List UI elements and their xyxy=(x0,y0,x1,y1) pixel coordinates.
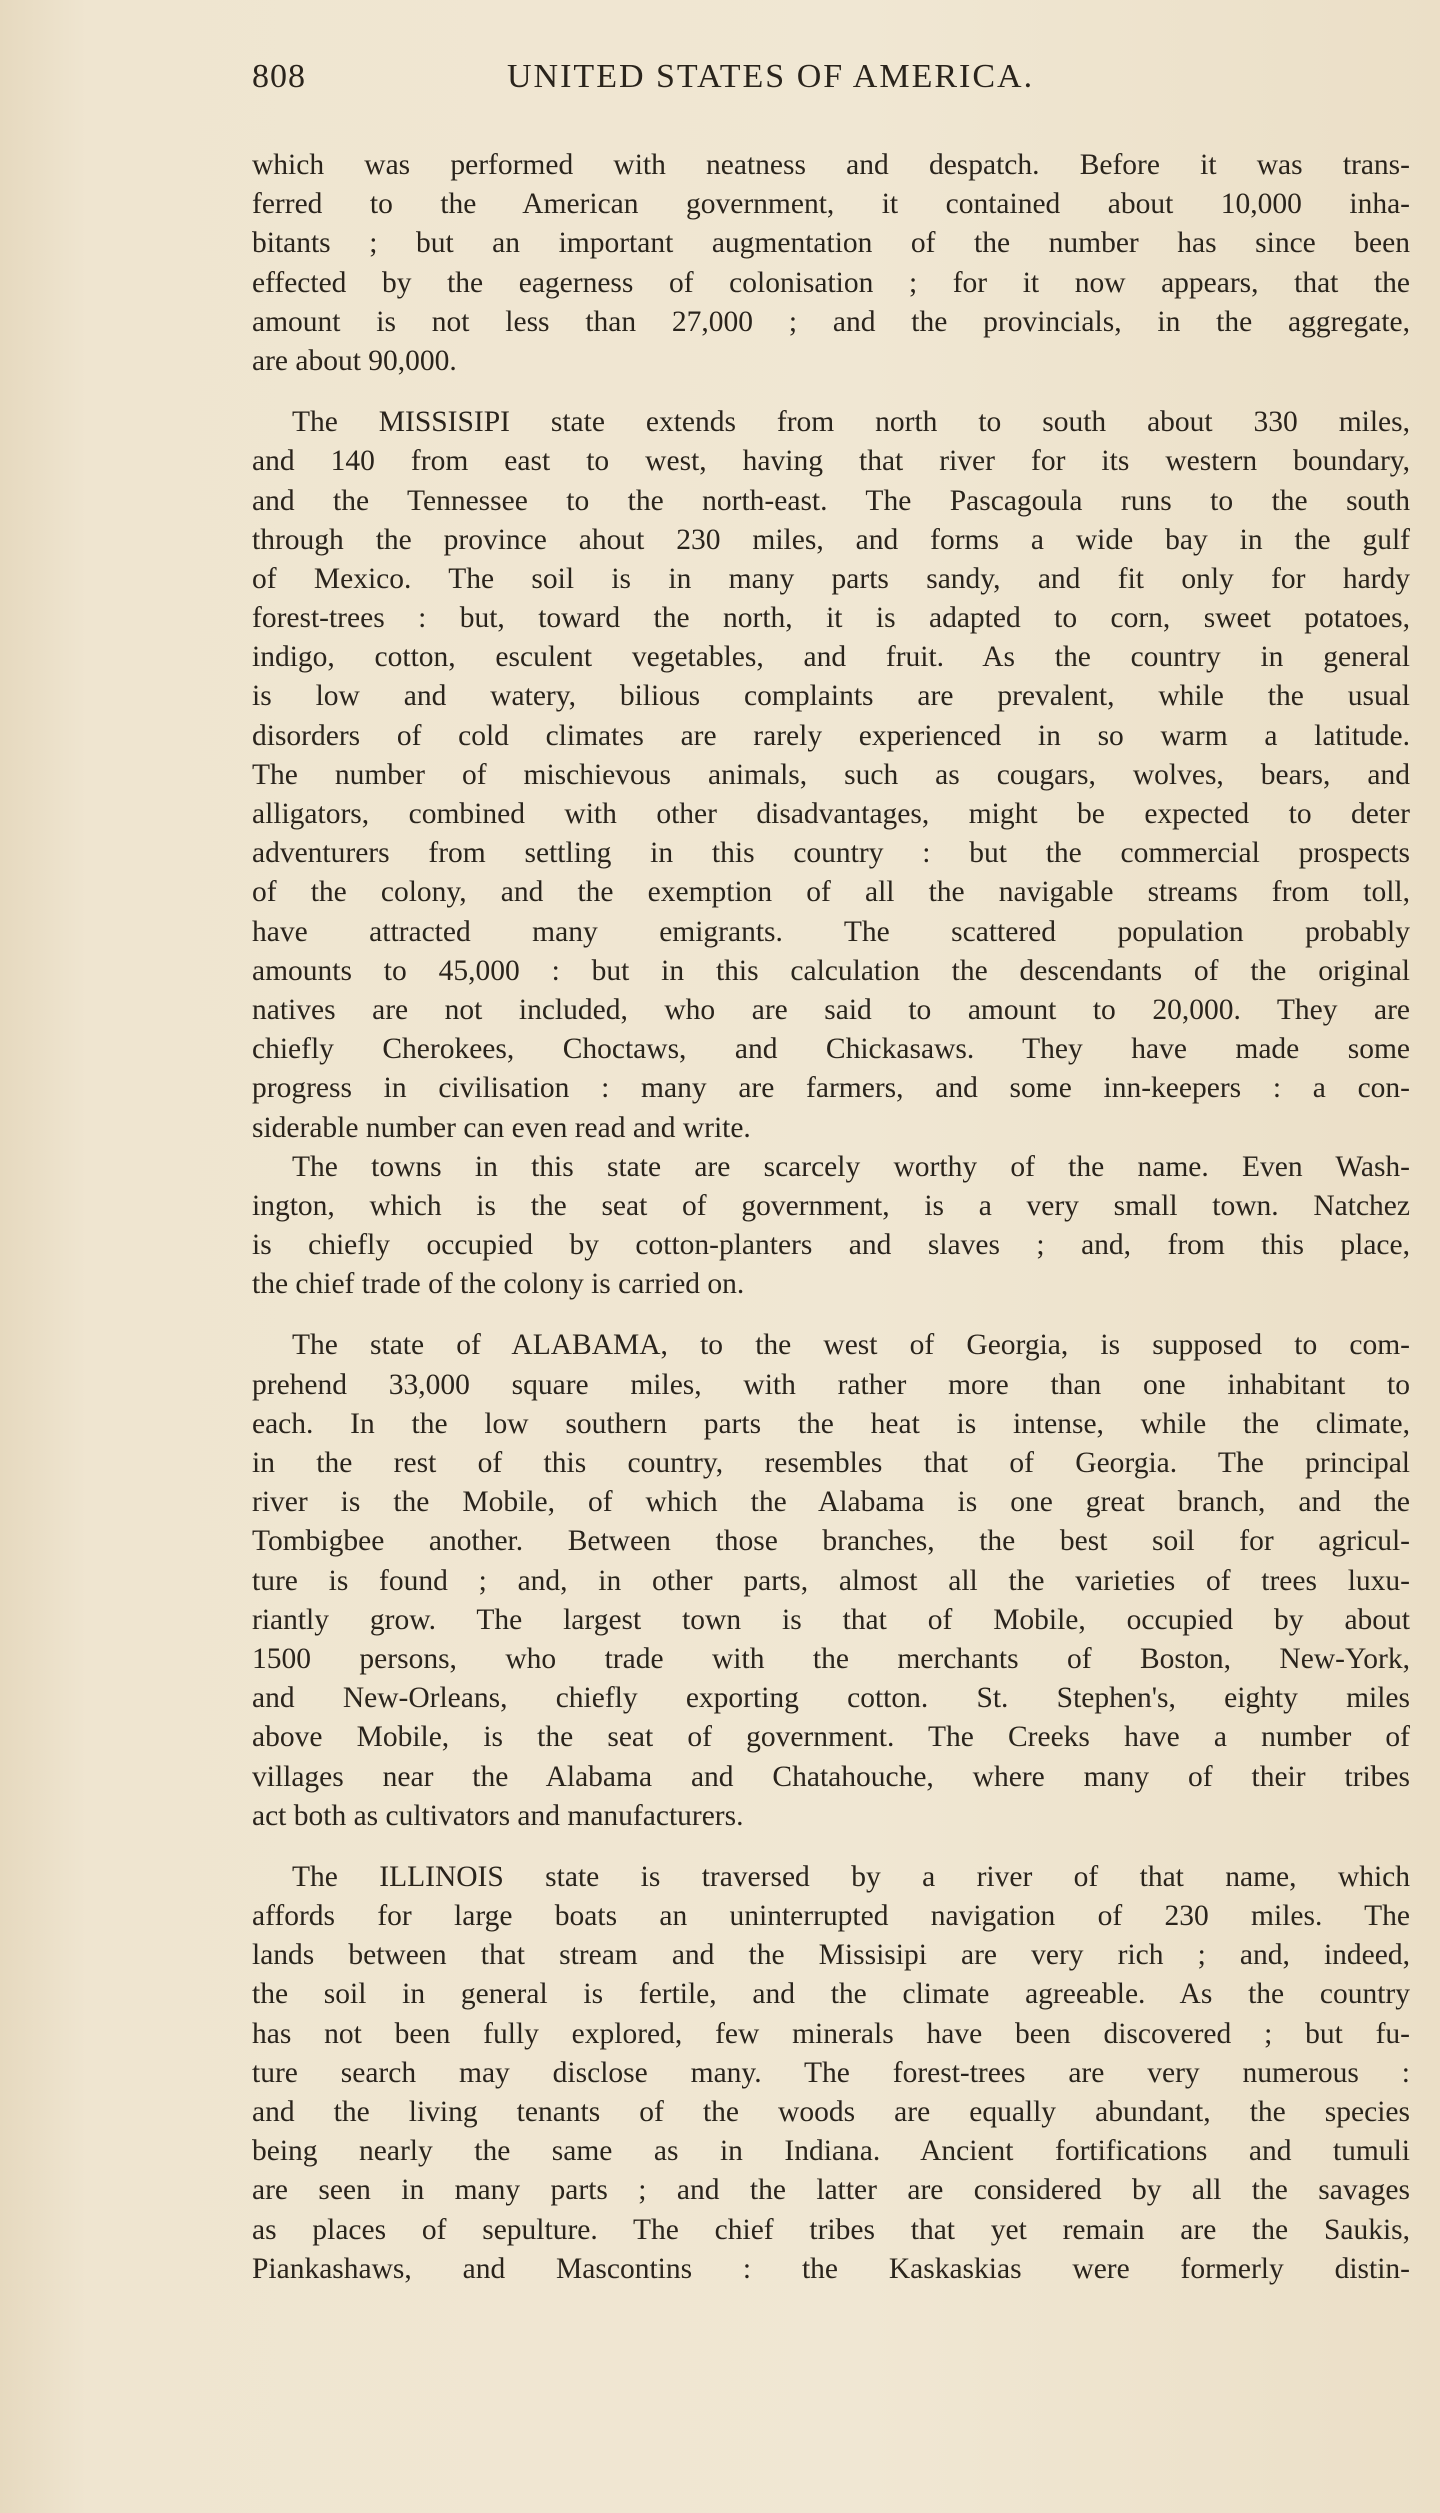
text-line: above Mobile, is the seat of government. The Creeks have a number of xyxy=(252,1721,1410,1754)
paragraph-gap xyxy=(252,381,1410,403)
text-line: of the colony, and the exemption of all the navigable streams from toll, xyxy=(252,876,1410,909)
text-line: Tombigbee another. Between those branches, the best soil for agricul- xyxy=(252,1525,1410,1558)
text-line: The MISSISIPI state extends from north to south about 330 miles, xyxy=(292,406,1410,439)
text-line: disorders of cold climates are rarely experienced in so warm a latitude. xyxy=(252,719,1410,752)
text-line: has not been fully explored, few minerals have been discovered ; but fu- xyxy=(252,2017,1410,2050)
text-line: have attracted many emigrants. The scattered population probably xyxy=(252,915,1410,948)
text-line: Piankashaws, and Mascontins : the Kaskaskias were formerly distin- xyxy=(252,2252,1410,2285)
text-line: which was performed with neatness and despatch. Before it was trans- xyxy=(252,149,1410,181)
text-line: siderable number can even read and write. xyxy=(252,1111,751,1144)
paragraph-missisipi xyxy=(252,403,1410,1148)
text-line: each. In the low southern parts the heat is intense, while the climate, xyxy=(252,1407,1410,1440)
paragraph-louisiana-population xyxy=(252,146,1410,381)
text-line: is low and watery, bilious complaints are prevalent, while the usual xyxy=(252,680,1410,713)
text-line: the chief trade of the colony is carried on. xyxy=(252,1268,745,1301)
text-line: being nearly the same as in Indiana. Ancient fortifications and tumuli xyxy=(252,2135,1410,2168)
text-line: indigo, cotton, esculent vegetables, and fruit. As the country in general xyxy=(252,641,1410,674)
text-line: chiefly Cherokees, Choctaws, and Chickasaws. They have made some xyxy=(252,1033,1410,1066)
text-line: lands between that stream and the Missisipi are very rich ; and, indeed, xyxy=(252,1939,1410,1972)
text-line: adventurers from settling in this country : but the commercial prospects xyxy=(252,837,1410,870)
text-line: The ILLINOIS state is traversed by a river of that name, which xyxy=(292,1860,1410,1893)
text-line: effected by the eagerness of colonisation ; for it now appears, that the xyxy=(252,266,1410,299)
text-line: villages near the Alabama and Chatahouche, where many of their tribes xyxy=(252,1760,1410,1793)
text-line: and the Tennessee to the north-east. The Pascagoula runs to the south xyxy=(252,484,1410,517)
text-line: bitants ; but an important augmentation of the number has since been xyxy=(252,227,1410,260)
text-line: forest-trees : but, toward the north, it is adapted to corn, sweet potatoes, xyxy=(252,602,1410,635)
text-line: 1500 persons, who trade with the merchants of Boston, New-York, xyxy=(252,1642,1410,1675)
text-line: in the rest of this country, resembles that of Georgia. The principal xyxy=(252,1447,1410,1479)
text-line: and New-Orleans, chiefly exporting cotton. St. Stephen's, eighty miles xyxy=(252,1682,1410,1715)
text-line: as places of sepulture. The chief tribes that yet remain are the Saukis, xyxy=(252,2213,1410,2246)
text-line: ture search may disclose many. The forest-trees are very numerous : xyxy=(252,2056,1410,2089)
text-line: river is the Mobile, of which the Alabama is one great branch, and the xyxy=(252,1486,1410,1519)
text-line: amount is not less than 27,000 ; and the provincials, in the aggregate, xyxy=(252,305,1410,338)
text-line: The state of ALABAMA, to the west of Georgia, is supposed to com- xyxy=(292,1329,1410,1362)
body-text xyxy=(252,146,1410,2289)
text-line: are about 90,000. xyxy=(252,344,457,377)
text-line: and the living tenants of the woods are equally abundant, the species xyxy=(252,2096,1410,2128)
text-line: The towns in this state are scarcely worthy of the name. Even Wash- xyxy=(292,1150,1410,1183)
paragraph-gap xyxy=(252,1304,1410,1326)
text-line: ferred to the American government, it contained about 10,000 inha- xyxy=(252,188,1410,221)
text-line: ture is found ; and, in other parts, almost all the varieties of trees luxu- xyxy=(252,1564,1410,1597)
page-number: 808 xyxy=(252,58,306,95)
text-line: amounts to 45,000 : but in this calculation the descendants of the original xyxy=(252,954,1410,987)
paragraph-alabama xyxy=(252,1326,1410,1835)
running-head: UNITED STATES OF AMERICA. xyxy=(507,58,1035,95)
text-line: alligators, combined with other disadvantages, might be expected to deter xyxy=(252,798,1410,830)
text-line: and 140 from east to west, having that river for its western boundary, xyxy=(252,445,1410,478)
text-line: The number of mischievous animals, such as cougars, wolves, bears, and xyxy=(252,758,1410,791)
text-line: are seen in many parts ; and the latter are considered by all the savages xyxy=(252,2174,1410,2207)
text-line: riantly grow. The largest town is that of Mobile, occupied by about xyxy=(252,1603,1410,1636)
text-line: the soil in general is fertile, and the climate agreeable. As the country xyxy=(252,1978,1410,2011)
text-line: is chiefly occupied by cotton-planters and slaves ; and, from this place, xyxy=(252,1229,1410,1262)
text-line: through the province ahout 230 miles, and forms a wide bay in the gulf xyxy=(252,523,1410,556)
paragraph-gap xyxy=(252,1836,1410,1858)
page-header xyxy=(252,58,1412,108)
text-line: ington, which is the seat of government, is a very small town. Natchez xyxy=(252,1189,1410,1222)
paragraph-missisipi-towns xyxy=(252,1148,1410,1305)
text-line: natives are not included, who are said to amount to 20,000. They are xyxy=(252,993,1410,1026)
text-line: of Mexico. The soil is in many parts sandy, and fit only for hardy xyxy=(252,562,1410,595)
text-line: progress in civilisation : many are farmers, and some inn-keepers : a con- xyxy=(252,1072,1410,1105)
text-line: prehend 33,000 square miles, with rather more than one inhabitant to xyxy=(252,1368,1410,1401)
text-line: affords for large boats an uninterrupted navigation of 230 miles. The xyxy=(252,1900,1410,1933)
paragraph-illinois xyxy=(252,1858,1410,2289)
text-line: act both as cultivators and manufacturers. xyxy=(252,1799,744,1832)
